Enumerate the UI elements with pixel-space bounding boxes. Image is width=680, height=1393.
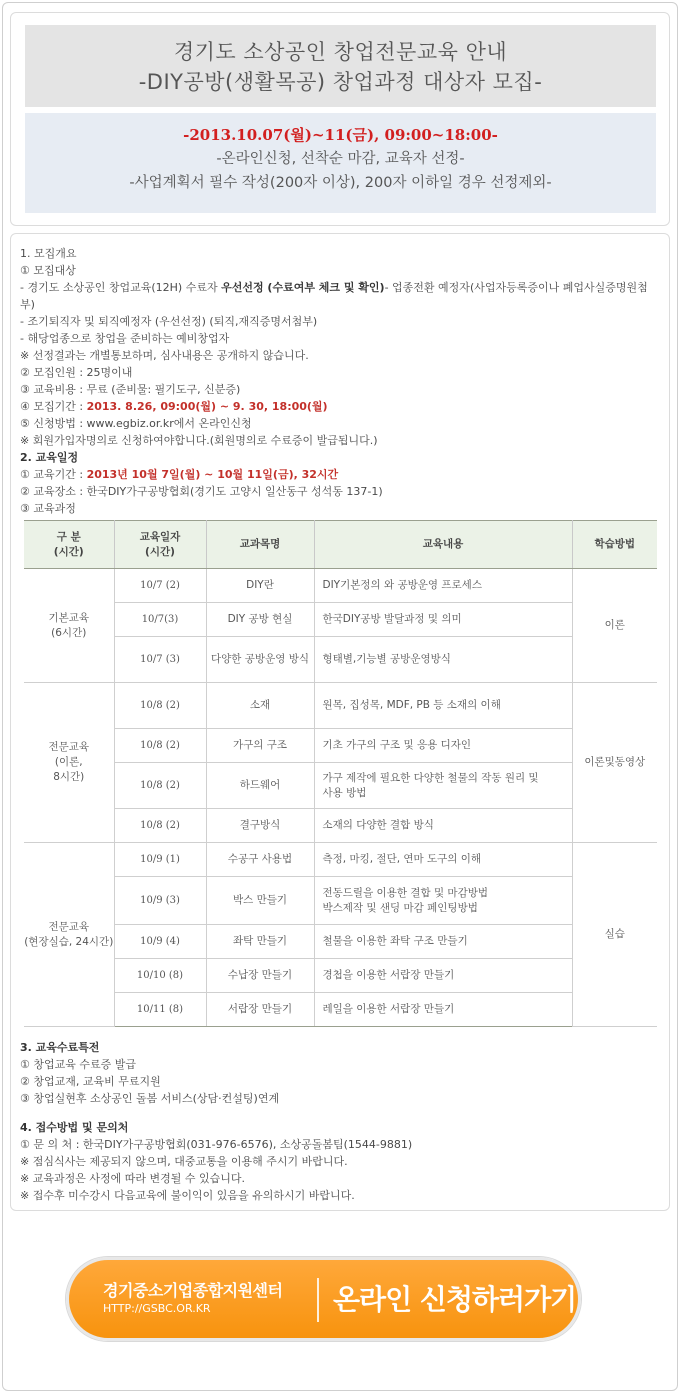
target-item-2: - 조기퇴직자 및 퇴직예정자 (우선선정) (퇴직,재직증명서첨부) xyxy=(20,315,318,328)
subject-cell: 다양한 공방운영 방식 xyxy=(206,637,314,683)
table-row xyxy=(24,993,657,1027)
education-place: ② 교육장소 : 한국DIY가구공방협회(경기도 고양시 일산동구 성석동 137-1) xyxy=(20,485,383,498)
subject-cell: 박스 만들기 xyxy=(206,877,314,925)
benefit-3: ③ 창업실현후 소상공인 돌봄 서비스(상담·컨설팅)연계 xyxy=(20,1092,280,1105)
date-cell: 10/7(3) xyxy=(114,603,206,637)
recruit-period-label: ④ 모집기간 : xyxy=(20,400,87,413)
education-period xyxy=(20,466,660,483)
method-cell: 실습 xyxy=(572,843,657,1027)
application-note: -온라인신청, 선착순 마감, 교육자 선정- xyxy=(216,151,465,167)
online-apply-button[interactable] xyxy=(66,1257,581,1341)
cost: ③ 교육비용 : 무료 (준비물: 필기도구, 신분증) xyxy=(20,383,241,396)
section4-heading: 4. 접수방법 및 문의처 xyxy=(20,1121,129,1134)
absence-note: ※ 접수후 미수강시 다음교육에 불이익이 있음을 유의하시기 바랍니다. xyxy=(20,1189,355,1202)
table-header-row xyxy=(24,521,657,569)
subject-cell: 가구의 구조 xyxy=(206,729,314,763)
content-cell: 레일을 이용한 서랍장 만들기 xyxy=(314,993,572,1027)
org-name: 경기중소기업종합지원센터 xyxy=(103,1281,283,1300)
content-cell: 형태별,기능별 공방운영방식 xyxy=(314,637,572,683)
date-cell: 10/8 (2) xyxy=(114,683,206,729)
content-cell: 경첩을 이용한 서랍장 만들기 xyxy=(314,959,572,993)
date-cell: 10/8 (2) xyxy=(114,809,206,843)
date-cell: 10/9 (1) xyxy=(114,843,206,877)
button-divider xyxy=(317,1278,319,1322)
table-row xyxy=(24,809,657,843)
date-cell: 10/7 (3) xyxy=(114,637,206,683)
table-row xyxy=(24,763,657,809)
capacity: ② 모집인원 : 25명이내 xyxy=(20,366,133,379)
date-cell: 10/7 (2) xyxy=(114,569,206,603)
content-cell: 전동드릴을 이용한 결합 및 마감방법 박스제작 및 샌딩 마감 페인팅방법 xyxy=(314,877,572,925)
content-cell: 철물을 이용한 좌탁 구조 만들기 xyxy=(314,925,572,959)
category-cell: 전문교육 (이론, 8시간) xyxy=(24,683,114,843)
date-header: 교육일자 (시간) xyxy=(114,521,206,569)
business-plan-note: -사업계획서 필수 작성(200자 이상), 200자 이하일 경우 선정제외- xyxy=(129,175,552,191)
target-heading: ① 모집대상 xyxy=(20,264,76,277)
content-cell: 한국DIY공방 발달과정 및 의미 xyxy=(314,603,572,637)
method-cell: 이론및동영상 xyxy=(572,683,657,843)
subject-header: 교과목명 xyxy=(206,521,314,569)
date-cell: 10/9 (3) xyxy=(114,877,206,925)
title-band xyxy=(25,25,656,107)
target-item-3: - 해당업종으로 창업을 준비하는 예비창업자 xyxy=(20,332,230,345)
header-box xyxy=(10,12,670,226)
priority-selection-text: 우선선정 (수료여부 체크 및 확인) xyxy=(221,281,385,294)
content-cell: DIY기본정의 와 공방운영 프로세스 xyxy=(314,569,572,603)
subject-cell: 결구방식 xyxy=(206,809,314,843)
content-cell: 기초 가구의 구조 및 응용 디자인 xyxy=(314,729,572,763)
date-cell: 10/10 (8) xyxy=(114,959,206,993)
table-row xyxy=(24,877,657,925)
apply-button-label: 온라인 신청하러가기 xyxy=(333,1283,577,1316)
subject-cell: DIY란 xyxy=(206,569,314,603)
course-heading: ③ 교육과정 xyxy=(20,502,76,515)
content-cell: 가구 제작에 필요한 다양한 철물의 작동 원리 및 사용 방법 xyxy=(314,763,572,809)
target-item-1-text: - 경기도 소상공인 창업교육(12H) 수료자 xyxy=(20,281,222,294)
recruit-period xyxy=(20,398,660,415)
table-row xyxy=(24,603,657,637)
subject-cell: 좌탁 만들기 xyxy=(206,925,314,959)
section1-heading: 1. 모집개요 xyxy=(20,247,77,260)
subject-cell: 수공구 사용법 xyxy=(206,843,314,877)
result-note: ※ 선정결과는 개별통보하며, 심사내용은 공개하지 않습니다. xyxy=(20,349,309,362)
summary-band xyxy=(25,113,656,213)
education-period-label: ① 교육기간 : xyxy=(20,468,87,481)
content-cell: 원목, 집성목, MDF, PB 등 소재의 이해 xyxy=(314,683,572,729)
content-header: 교육내용 xyxy=(314,521,572,569)
recruit-period-value: 2013. 8.26, 09:00(월) ~ 9. 30, 18:00(월) xyxy=(86,400,328,413)
org-url: HTTP://GSBC.OR.KR xyxy=(103,1302,211,1315)
date-cell: 10/11 (8) xyxy=(114,993,206,1027)
page-subtitle: -DIY공방(생활목공) 창업과정 대상자 모집- xyxy=(138,70,543,94)
main-content xyxy=(20,245,660,1204)
subject-cell: 서랍장 만들기 xyxy=(206,993,314,1027)
education-period-value: 2013년 10월 7일(월) ~ 10월 11일(금), 32시간 xyxy=(86,468,339,481)
subject-cell: 하드웨어 xyxy=(206,763,314,809)
change-note: ※ 교육과정은 사정에 따라 변경될 수 있습니다. xyxy=(20,1172,245,1185)
table-row xyxy=(24,843,657,877)
category-header: 구 분 (시간) xyxy=(24,521,114,569)
date-cell: 10/8 (2) xyxy=(114,763,206,809)
table-row xyxy=(24,729,657,763)
section3-heading: 3. 교육수료특전 xyxy=(20,1041,100,1054)
date-cell: 10/9 (4) xyxy=(114,925,206,959)
section2-heading: 2. 교육일정 xyxy=(20,451,79,464)
content-cell: 측정, 마킹, 절단, 연마 도구의 이해 xyxy=(314,843,572,877)
table-row xyxy=(24,683,657,729)
date-cell: 10/8 (2) xyxy=(114,729,206,763)
subject-cell: 수납장 만들기 xyxy=(206,959,314,993)
table-row xyxy=(24,925,657,959)
target-item-1 xyxy=(20,279,660,313)
category-cell: 전문교육 (현장실습, 24시간) xyxy=(24,843,114,1027)
curriculum-table xyxy=(24,520,657,1027)
content-box xyxy=(10,233,670,1211)
benefit-1: ① 창업교육 수료증 발급 xyxy=(20,1058,136,1071)
table-row xyxy=(24,959,657,993)
target-item-1-rest: - 업종전환 예정자(사업자등록증이나 폐업사실증명원첨부) xyxy=(20,281,648,311)
page-title: 경기도 소상공인 창업전문교육 안내 xyxy=(173,40,508,64)
org-logo-text xyxy=(103,1280,282,1316)
member-note: ※ 회원가입자명의로 신청하여야합니다.(회원명의로 수료증이 발급됩니다.) xyxy=(20,434,378,447)
subject-cell: 소재 xyxy=(206,683,314,729)
category-cell: 기본교육 (6시간) xyxy=(24,569,114,683)
table-row xyxy=(24,569,657,603)
contact-info: ① 문 의 처 : 한국DIY가구공방협회(031-976-6576), 소상공돌봄팀(1544-9881) xyxy=(20,1138,413,1151)
table-body xyxy=(24,569,657,1027)
benefit-2: ② 창업교재, 교육비 무료지원 xyxy=(20,1075,161,1088)
content-cell: 소재의 다양한 결합 방식 xyxy=(314,809,572,843)
method-cell: 이론 xyxy=(572,569,657,683)
table-row xyxy=(24,637,657,683)
lunch-note: ※ 점심식사는 제공되지 않으며, 대중교통을 이용해 주시기 바랍니다. xyxy=(20,1155,348,1168)
apply-method: ⑤ 신청방법 : www.egbiz.or.kr에서 온라인신청 xyxy=(20,417,252,430)
method-header: 학습방법 xyxy=(572,521,657,569)
subject-cell: DIY 공방 현실 xyxy=(206,603,314,637)
education-date: -2013.10.07(월)~11(금), 09:00~18:00- xyxy=(183,126,498,144)
